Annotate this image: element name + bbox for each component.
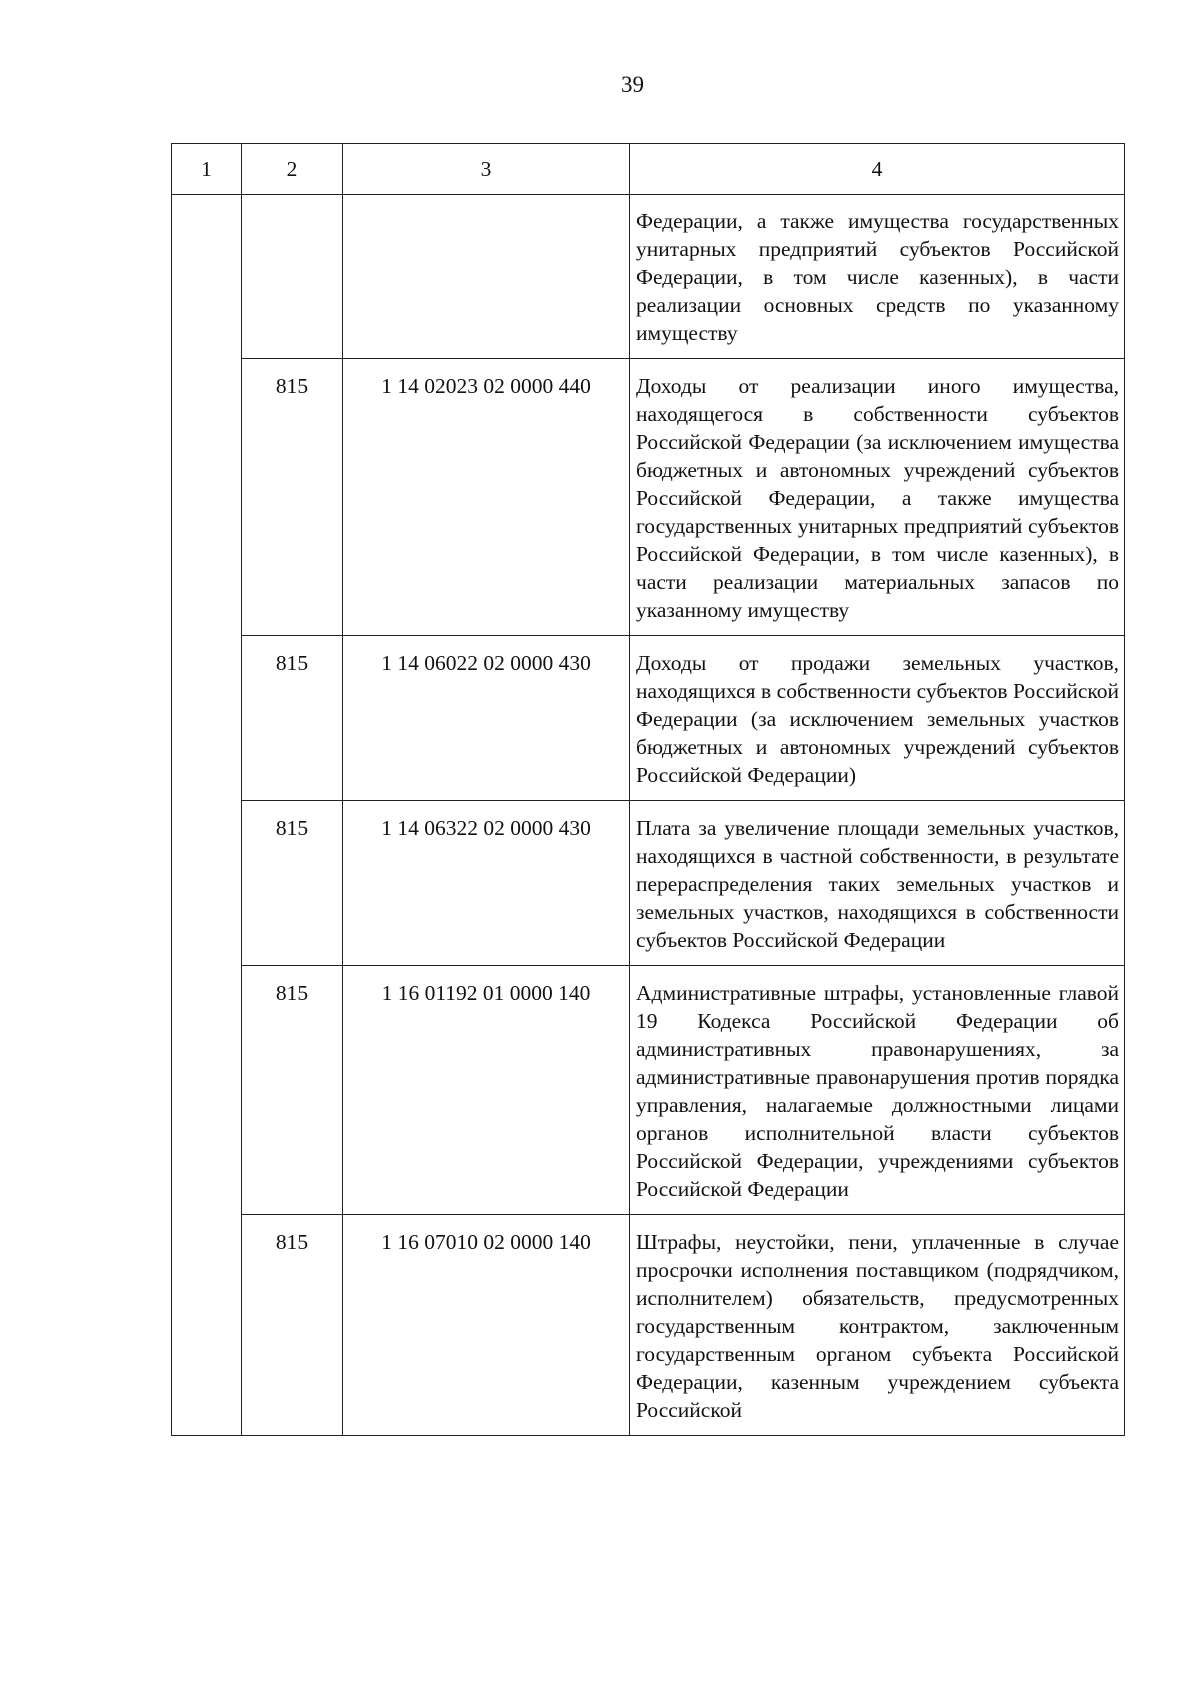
table-row [172, 636, 1125, 801]
header-col-1: 1 [172, 144, 242, 195]
table-row [172, 359, 1125, 636]
table-row [172, 966, 1125, 1215]
table-row [172, 801, 1125, 966]
header-col-4: 4 [630, 144, 1125, 195]
cell-description: Федерации, а также имущества государственных унитарных предприятий субъектов Российской Федерации, в том числе казенных), в части реализации основных средств по указанному имуществу [630, 195, 1125, 359]
page-number: 39 [621, 72, 644, 97]
cell-admin-code [242, 195, 343, 359]
cell-admin-code: 815 [242, 801, 343, 966]
table-header-row [172, 144, 1125, 195]
cell-description: Административные штрафы, установленные главой 19 Кодекса Российской Федерации об административных правонарушениях, за административные правонарушения против порядка управления, налагаемые должностными лицами органов исполнительной власти субъектов Российской Федерации, учреждениями субъектов Российской Федерации [630, 966, 1125, 1215]
header-col-2: 2 [242, 144, 343, 195]
revenue-codes-table [171, 143, 1125, 1436]
table-row [172, 195, 1125, 359]
cell-revenue-code: 1 14 02023 02 0000 440 [343, 359, 630, 636]
cell-revenue-code: 1 14 06322 02 0000 430 [343, 801, 630, 966]
cell-admin-code: 815 [242, 1215, 343, 1436]
cell-revenue-code: 1 16 01192 01 0000 140 [343, 966, 630, 1215]
cell-revenue-code: 1 14 06022 02 0000 430 [343, 636, 630, 801]
cell-description: Доходы от реализации иного имущества, находящегося в собственности субъектов Российской Федерации (за исключением имущества бюджетных и автономных учреждений субъектов Российской Федерации, а также имущества государственных унитарных предприятий субъектов Российской Федерации, в том числе казенных), в части реализации материальных запасов по указанному имуществу [630, 359, 1125, 636]
cell-revenue-code [343, 195, 630, 359]
cell-description: Плата за увеличение площади земельных участков, находящихся в частной собственности, в результате перераспределения таких земельных участков и земельных участков, находящихся в собственности субъектов Российской Федерации [630, 801, 1125, 966]
cell-admin-code: 815 [242, 359, 343, 636]
cell-description: Штрафы, неустойки, пени, уплаченные в случае просрочки исполнения поставщиком (подрядчиком, исполнителем) обязательств, предусмотренных государственным контрактом, заключенным государственным органом субъекта Российской Федерации, казенным учреждением субъекта Российской [630, 1215, 1125, 1436]
cell-col-1 [172, 195, 242, 1436]
cell-description: Доходы от продажи земельных участков, находящихся в собственности субъектов Российской Федерации (за исключением земельных участков бюджетных и автономных учреждений субъектов Российской Федерации) [630, 636, 1125, 801]
cell-revenue-code: 1 16 07010 02 0000 140 [343, 1215, 630, 1436]
cell-admin-code: 815 [242, 636, 343, 801]
header-col-3: 3 [343, 144, 630, 195]
cell-admin-code: 815 [242, 966, 343, 1215]
table-row [172, 1215, 1125, 1436]
